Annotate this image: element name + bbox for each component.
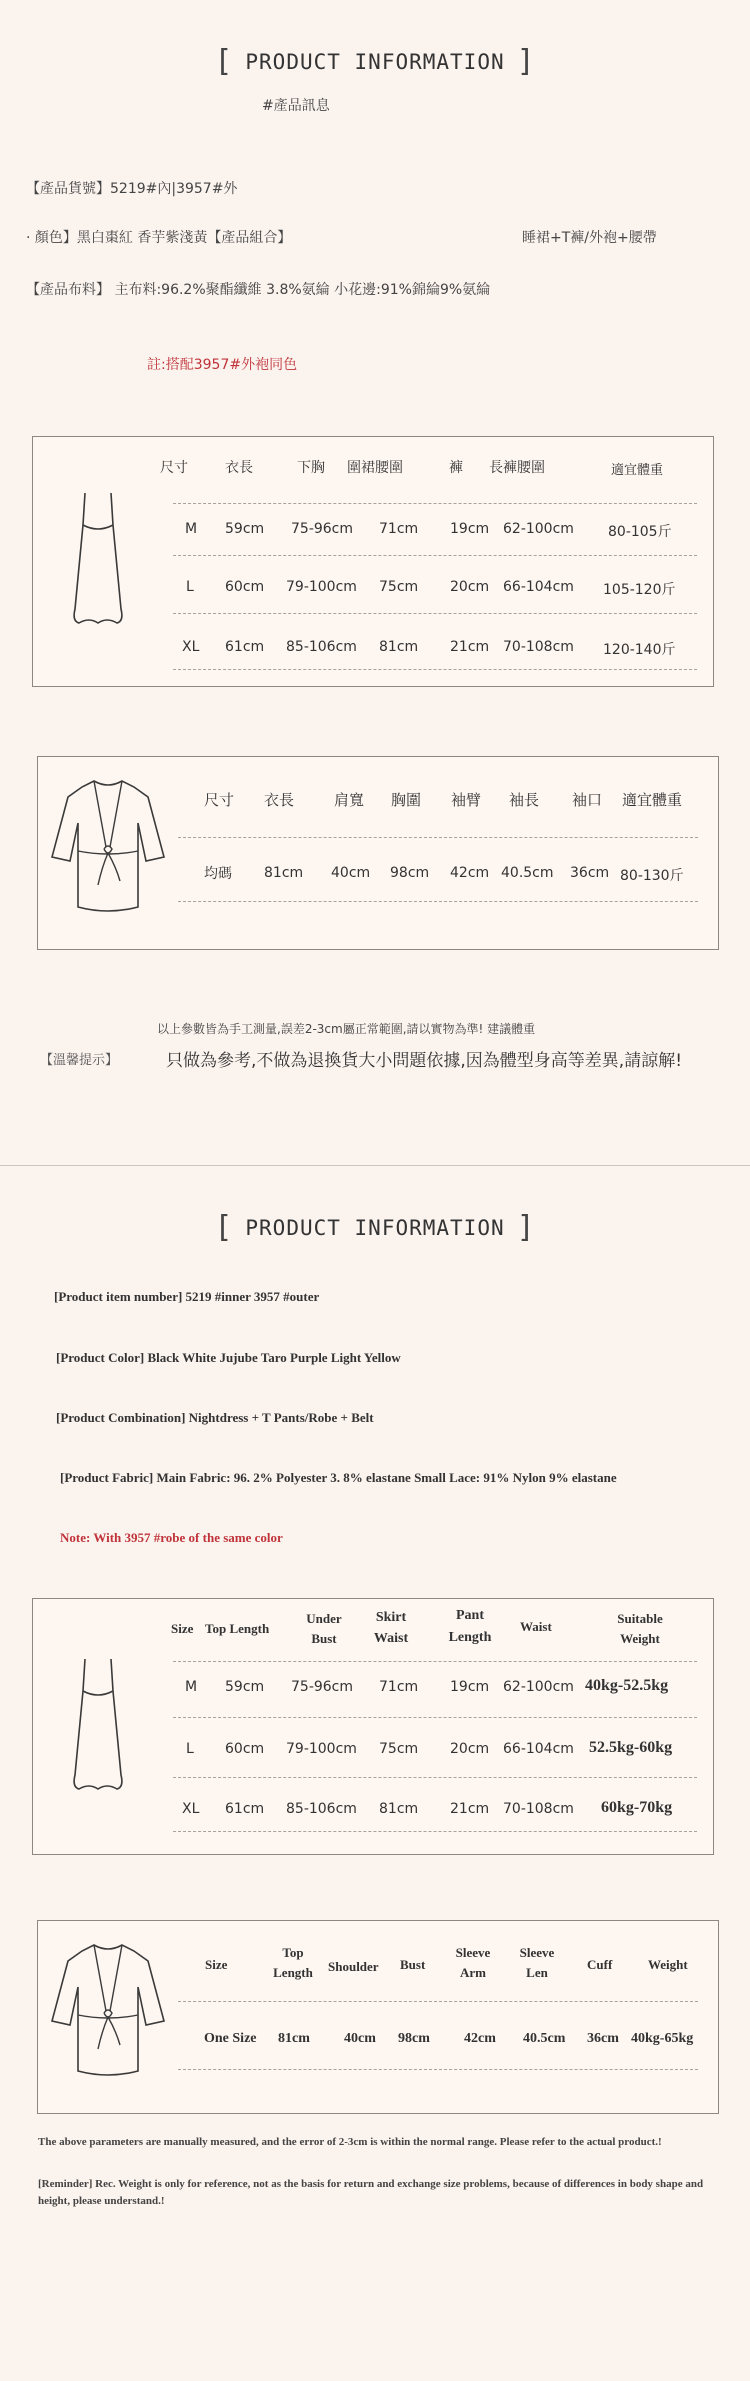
header-pant-length: Pant Length bbox=[448, 1608, 492, 1645]
fabric-info: 【產品布料】 主布料:96.2%聚酯纖維 3.8%氨綸 小花邊:91%錦綸9%氨綸 bbox=[26, 282, 491, 298]
header-size: 尺寸 bbox=[204, 791, 235, 809]
header-top-length: 衣長 bbox=[225, 460, 253, 476]
color-info: · 顏色】黑白棗紅 香芋紫淺黃【產品組合】 bbox=[26, 230, 292, 246]
nightdress-icon bbox=[61, 1655, 135, 1795]
matching-note: 註:搭配3957#外袍同色 bbox=[147, 357, 298, 373]
header-waist: Waist bbox=[520, 1619, 552, 1634]
header-size: Size bbox=[171, 1621, 194, 1636]
header-pant-waist: 長褲腰圍 bbox=[489, 460, 545, 476]
nightdress-icon bbox=[61, 489, 135, 629]
header-sleeve-length: 袖長 bbox=[509, 791, 540, 809]
header-bust: 胸圍 bbox=[391, 791, 422, 809]
header-sleeve-arm: 袖臂 bbox=[451, 791, 482, 809]
robe-size-table-en: Size Top Length Shoulder Bust Sleeve Arm Sleeve Len Cuff Weight One Size 81cm 40cm 98cm 42cm 40.5cm 36cm 40kg-65kg bbox=[37, 1920, 719, 2114]
robe-size-table: 尺寸 衣長 肩寬 胸圍 袖臂 袖長 袖口 適宜體重 均碼 81cm 40cm 98cm 42cm 40.5cm 36cm 80-130斤 bbox=[37, 756, 719, 950]
header-weight: Suitable Weight bbox=[617, 1611, 663, 1646]
combination-info-en: [Product Combination] Nightdress + T Pants/Robe + Belt bbox=[56, 1410, 374, 1425]
header-sleeve-length: Sleeve Len bbox=[519, 1945, 555, 1980]
fabric-info-en: [Product Fabric] Main Fabric: 96. 2% Polyester 3. 8% elastane Small Lace: 91% Nylon 9% elastane bbox=[60, 1470, 617, 1485]
header-top-length: Top Length bbox=[273, 1945, 313, 1980]
page-subtitle: #產品訊息 bbox=[262, 98, 330, 114]
header-weight: 適宜體重 bbox=[622, 791, 683, 809]
page-title: [ PRODUCT INFORMATION ] bbox=[214, 44, 536, 79]
robe-icon bbox=[48, 1941, 168, 2081]
header-shoulder: Shoulder bbox=[328, 1959, 379, 1974]
header-top-length: 衣長 bbox=[264, 791, 295, 809]
english-info-section bbox=[0, 1166, 750, 2381]
item-number: 【產品貨號】5219#內|3957#外 bbox=[26, 181, 238, 197]
header-size: Size bbox=[205, 1957, 228, 1972]
robe-icon bbox=[48, 777, 168, 917]
header-shoulder: 肩寬 bbox=[334, 791, 365, 809]
matching-note-en: Note: With 3957 #robe of the same color bbox=[60, 1530, 283, 1545]
color-info-en: [Product Color] Black White Jujube Taro Purple Light Yellow bbox=[56, 1350, 401, 1365]
header-weight: Weight bbox=[648, 1957, 688, 1972]
tip-label: 【溫馨提示】 bbox=[40, 1053, 119, 1068]
chinese-info-section bbox=[0, 0, 750, 1165]
header-skirt-waist: Skirt Waist bbox=[373, 1610, 409, 1646]
header-top-length: Top Length bbox=[205, 1621, 270, 1636]
header-under-bust: Under Bust bbox=[306, 1611, 342, 1646]
nightdress-size-table-en: Size Top Length Under Bust Skirt Waist Pant Length Waist Suitable Weight M 59cm 75-96cm 71cm 19cm 62-100cm 40kg-52.5kg L 60cm 79-100cm 75cm 20cm 66-104cm 52.5kg-60kg XL 61cm 85-106cm 81cm 21cm 70-108cm 60kg-70kg bbox=[32, 1598, 714, 1855]
combination-info: 睡裙+T褲/外袍+腰帶 bbox=[522, 230, 657, 246]
header-pants: 褲 bbox=[449, 460, 463, 476]
page-title-en: [ PRODUCT INFORMATION ] bbox=[214, 1210, 536, 1245]
header-under-bust: 下胸 bbox=[297, 460, 325, 476]
header-cuff: 袖口 bbox=[572, 791, 603, 809]
header-cuff: Cuff bbox=[587, 1957, 613, 1972]
measurement-footnote: 以上參數皆為手工測量,誤差2-3cm屬正常範圍,請以實物為準! 建議體重 bbox=[157, 1022, 536, 1036]
reminder-en: [Reminder] Rec. Weight is only for reference, not as the basis for return and exchange size problems, because of differences in body shape and height, please understand.! bbox=[38, 2178, 704, 2207]
item-number-en: [Product item number] 5219 #inner 3957 #outer bbox=[54, 1289, 320, 1304]
measurement-footnote-en: The above parameters are manually measured, and the error of 2-3cm is within the normal range. Please refer to the actual product.! bbox=[38, 2136, 662, 2148]
nightdress-size-table: 尺寸 衣長 下胸 圍裙腰圍 褲 長褲腰圍 適宜體重 M 59cm 75-96cm 71cm 19cm 62-100cm 80-105斤 L 60cm 79-100cm 75cm 20cm 66-104cm 105-120斤 XL 61cm 85-106cm 81cm 21cm 70-108cm 120-140斤 bbox=[32, 436, 714, 687]
tip-text: 只做為參考,不做為退換貨大小問題依據,因為體型身高等差異,請諒解! bbox=[166, 1051, 683, 1071]
header-bust: Bust bbox=[400, 1957, 426, 1972]
header-weight: 適宜體重 bbox=[611, 463, 664, 478]
header-size: 尺寸 bbox=[160, 460, 188, 476]
header-skirt-waist: 圍裙腰圍 bbox=[347, 460, 403, 476]
header-sleeve-arm: Sleeve Arm bbox=[455, 1945, 491, 1980]
